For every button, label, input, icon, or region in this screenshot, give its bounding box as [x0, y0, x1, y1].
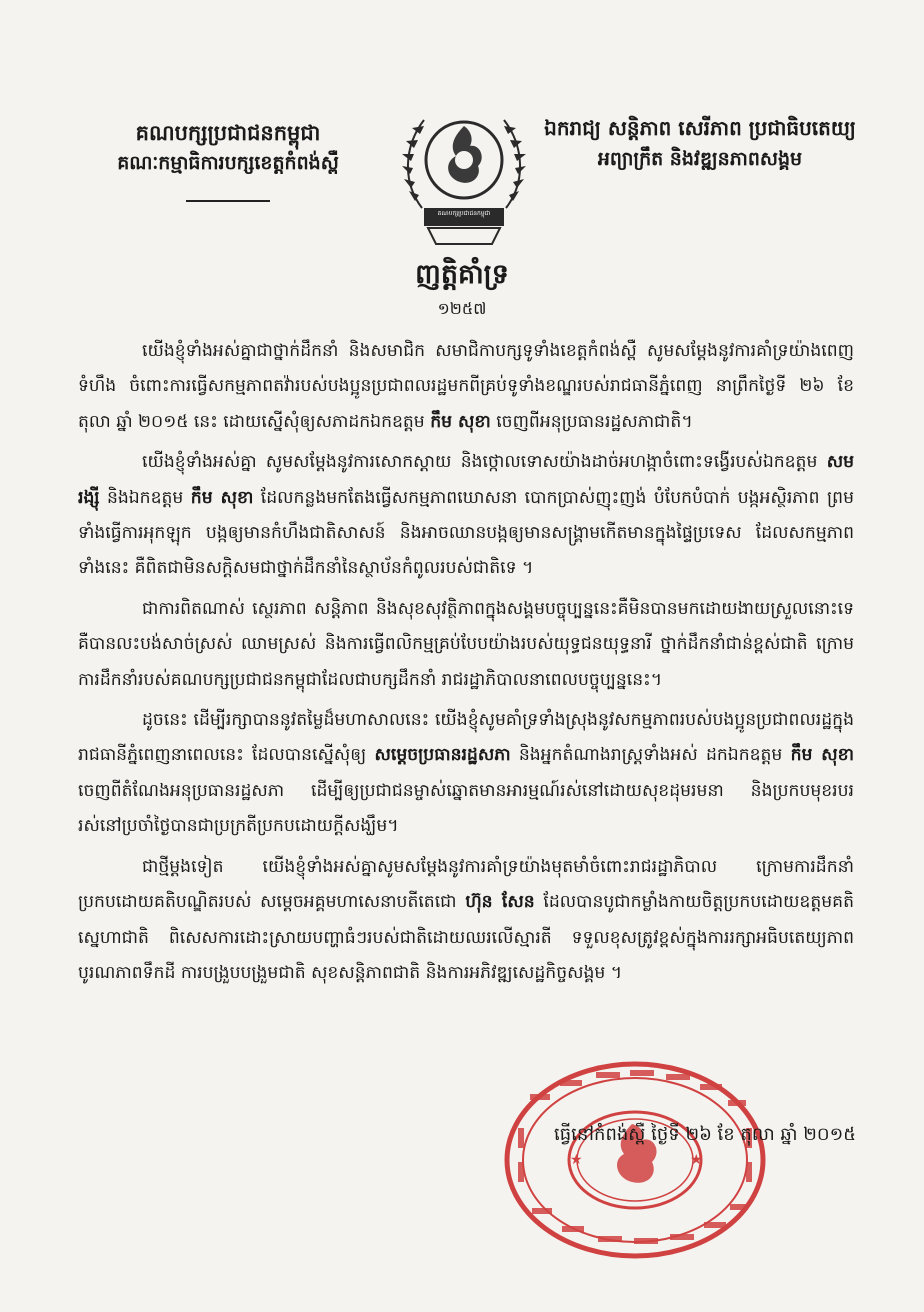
petition-paragraph: [78, 334, 854, 440]
paragraph-text: ចេញពីអនុប្រធានរដ្ឋសភាជាតិ។: [490, 411, 693, 432]
paragraph-text: និងឯកឧត្តម: [99, 487, 191, 508]
petition-paragraph: [78, 445, 854, 587]
paragraph-text: ចេញពីតំណែងអនុប្រធានរដ្ឋសភា ដើម្បីឲ្យប្រជាជនម្ចាស់ឆ្នោតមានអារម្មណ៍រស់នៅដោយសុខដុមរមនា និងប្រកបមុខរបររស់នៅប្រចាំថ្ងៃបានជាប្រក្រតីប្រកបដោយក្តីសង្ឃឹម។: [78, 780, 854, 837]
petition-body: [78, 334, 854, 996]
paragraph-text: ដូចនេះ ដើម្បីរក្សាបាននូវតម្លៃដ៏មហាសាលនេះ យើងខ្ញុំសូមគាំទ្រទាំងស្រុងនូវសកម្មភាពរបស់បងប្អូនប្រជាពលរដ្ឋក្នុងរាជធានីភ្នំពេញនាពេលនេះ ដែលបានស្នើសុំឲ្យ: [78, 710, 854, 766]
national-motto: [530, 112, 870, 174]
emblem-ribbon-text: គណបក្សប្រជាជនកម្ពុជា: [437, 210, 491, 217]
highlighted-name: សម រង្ស៊ី: [78, 452, 854, 508]
paragraph-text: ដែលបានបូជាកម្លាំងកាយចិត្តប្រកបដោយឧត្តមគតិស្នេហាជាតិ ពិសេសការដោះស្រាយបញ្ហាធំៗរបស់ជាតិដោយឈរលើស្មារតី ទទួលខុសត្រូវខ្ពស់ក្នុងការរក្សាអធិបតេយ្យភាព បូរណភាពទឹកដី ការបង្រួបបង្រួមជាតិ សុខសន្តិភាពជាតិ និងការអភិវឌ្ឍសេដ្ឋកិច្ចសង្គម ។: [78, 892, 854, 983]
paragraph-text: និងអ្នកតំណាងរាស្ត្រទាំងអស់ ដកឯកឧត្តម: [510, 745, 791, 766]
party-emblem-icon: [394, 96, 534, 256]
highlighted-name: សម្តេចប្រធានរដ្ឋសភា: [374, 745, 511, 766]
official-seal-icon: [500, 1058, 770, 1263]
motto-line-2: អព្យាក្រឹត និងវឌ្ឍនភាពសង្គម: [597, 148, 803, 170]
paragraph-text: យើងខ្ញុំទាំងអស់គ្នា សូមសម្តែងនូវការសោកស្តាយ និងថ្កោលទោសយ៉ាងដាច់អហង្កាចំពោះទង្វើរបស់ឯកឧត្តម: [142, 452, 827, 473]
paragraph-text: យើងខ្ញុំទាំងអស់គ្នាជាថ្នាក់ដឹកនាំ និងសមាជិក សមាជិកាបក្សទូទាំងខេត្តកំពង់ស្ពឺ សូមសម្តែងនូវការគាំទ្រយ៉ាងពេញទំហឹង ចំពោះការធ្វើសកម្មភាពតវ៉ារបស់បងប្អូនប្រជាពលរដ្ឋមកពីគ្រប់ទូទាំងខណ្ឌរបស់រាជធានីភ្នំពេញ នាព្រឹកថ្ងៃទី ២៦ ខែ តុលា ឆ្នាំ ២០១៥ នេះ ដោយស្នើសុំឲ្យសភាដកឯកឧត្តម: [78, 341, 854, 432]
petition-paragraph: [78, 592, 854, 698]
highlighted-name: កឹម សុខា: [430, 411, 491, 432]
party-header: [88, 118, 368, 202]
party-name: គណបក្សប្រជាជនកម្ពុជា: [135, 121, 321, 145]
svg-text:★: ★: [690, 1152, 703, 1168]
petition-paragraph: [78, 703, 854, 845]
petition-paragraph: [78, 850, 854, 992]
highlighted-name: កឹម សុខា: [190, 487, 254, 508]
paragraph-text: ដែលកន្លងមកតែងធ្វើសកម្មភាពឃោសនា បោកប្រាស់ញុះញង់ បំបែកបំបាក់ បង្កអស្ថិរភាព ព្រមទាំងធ្វើការអុកឡុក បង្កឲ្យមានកំហឹងជាតិសាសន៍ និងអាចឈានបង្កឲ្យមានសង្គ្រាមកើតមានក្នុងផ្ទៃប្រទេស ដែលសកម្មភាពទាំងនេះ គឺពិតជាមិនសក្តិសមជាថ្នាក់ដឹកនាំនៃស្ថាប័នកំពូលរបស់ជាតិទេ ។: [78, 487, 854, 579]
highlighted-name: កឹម សុខា: [790, 745, 854, 766]
motto-line-1: ឯករាជ្យ សន្តិភាព សេរីភាព ប្រជាធិបតេយ្យ: [544, 116, 856, 140]
paragraph-text: ជាថ្មីម្តងទៀត យើងខ្ញុំទាំងអស់គ្នាសូមសម្តែងនូវការគាំទ្រយ៉ាងមុតមាំចំពោះរាជរដ្ឋាភិបាល ក្រោមការដឹកនាំប្រកបដោយគតិបណ្ឌិតរបស់ សម្តេចអគ្គមហាសេនាបតីតេជោ: [78, 856, 854, 913]
highlighted-name: ហ៊ុន សែន: [465, 892, 535, 913]
document-number: ១២៥៧: [437, 299, 487, 318]
place-and-date: ធ្វើនៅកំពង់ស្ពឺ ថ្ងៃទី ២៦ ខែ តុលា ឆ្នាំ ២០១៥: [554, 1124, 856, 1145]
header-divider: [186, 200, 270, 202]
provincial-committee-name: គណៈកម្មាធិការបក្សខេត្តកំពង់ស្ពឺ: [117, 152, 339, 174]
svg-text:★: ★: [570, 1152, 583, 1168]
document-title: ញត្តិគាំទ្រ: [415, 259, 509, 290]
paragraph-text: ជាការពិតណាស់ ស្ថេរភាព សន្តិភាព និងសុខសុវត្ថិភាពក្នុងសង្គមបច្ចុប្បន្ននេះគឺមិនបានមកដោយងាយស្រួលនោះទេ គឺបានលះបង់សាច់ស្រស់ ឈាមស្រស់ និងការធ្វើពលិកម្មគ្រប់បែបយ៉ាងរបស់យុទ្ធជនយុទ្ធនារី ថ្នាក់ដឹកនាំជាន់ខ្ពស់ជាតិ ក្រោមការដឹកនាំរបស់គណបក្សប្រជាជនកម្ពុជាដែលជាបក្សដឹកនាំ រាជរដ្ឋាភិបាលនាពេលបច្ចុប្បន្ននេះ។: [78, 598, 854, 690]
